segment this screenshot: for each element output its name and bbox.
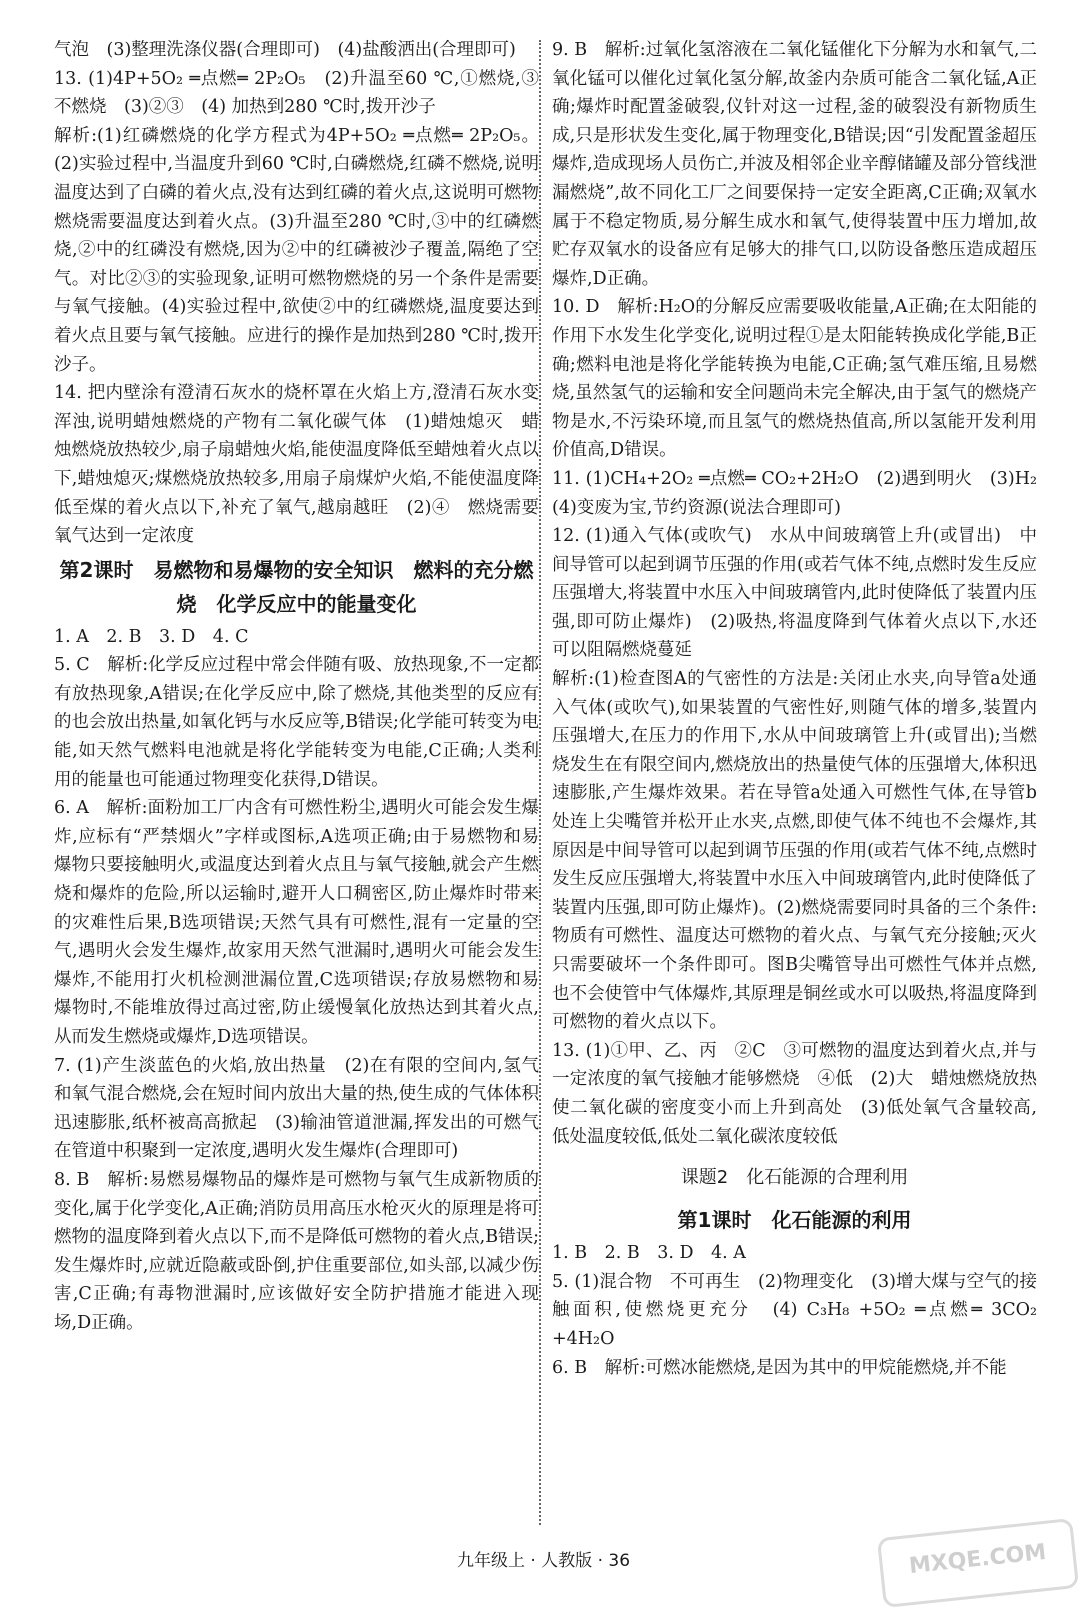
answer-paragraph: 5. C 解析:化学反应过程中常会伴随有吸、放热现象,不一定都有放热现象,A错误;在化学反应中,除了燃烧,其他类型的反应有的也会放出热量,如氧化钙与水反应等,B错误;化学能可转变为电能,如天然气燃料电池就是将化学能转变为电能,C正确;人类利用的能量也可能通过物理变化获得,D错误。 bbox=[54, 655, 539, 790]
answer-paragraph: 7. (1)产生淡蓝色的火焰,放出热量 (2)在有限的空间内,氢气和氧气混合燃烧,会在短时间内放出大量的热,使生成的气体体积迅速膨胀,纸杯被高高掀起 (3)输油管道泄漏,挥发出的可燃气在管道中积聚到一定浓度,遇明火发生爆炸(合理即可) bbox=[54, 1055, 539, 1162]
answer-paragraph: 解析:(1)红磷燃烧的化学方程式为4P+5O₂ ═点燃═ 2P₂O₅。(2)实验过程中,当温度升到60 ℃时,白磷燃烧,红磷不燃烧,说明温度达到了白磷的着火点,没有达到红磷的着火点,这说明可燃物燃烧需要温度达到着火点。(3)升温至280 ℃时,③中的红磷燃烧,②中的红磷没有燃烧,因为②中的红磷被沙子覆盖,隔绝了空气。对比②③的实验现象,证明可燃物燃烧的另一个条件是需要与氧气接触。(4)实验过程中,欲使②中的红磷燃烧,温度要达到着火点且要与氧气接触。应进行的操作是加热到280 ℃时,拨开沙子。 bbox=[54, 125, 539, 375]
answer-paragraph: 14. 把内壁涂有澄清石灰水的烧杯罩在火焰上方,澄清石灰水变浑浊,说明蜡烛燃烧的产物有二氧化碳气体 (1)蜡烛熄灭 蜡烛燃烧放热较少,扇子扇蜡烛火焰,能使温度降低至蜡烛着火点以下,蜡烛熄灭;煤燃烧放热较多,用扇子扇煤炉火焰,不能使温度降低至煤的着火点以下,补充了氧气,越扇越旺 (2)④ 燃烧需要氧气达到一定浓度 bbox=[54, 383, 539, 547]
answer-paragraph: 9. B 解析:过氧化氢溶液在二氧化锰催化下分解为水和氧气,二氧化锰可以催化过氧化氢分解,故釜内杂质可能含二氧化锰,A正确;爆炸时配置釜破裂,仪针对这一过程,釜的破裂没有新物质生成,只是形状发生变化,属于物理变化,B错误;因“引发配置釜超压爆炸,造成现场人员伤亡,并波及相邻企业辛醇储罐及部分管线泄漏燃烧”,故不同化工厂之间要保持一定安全距离,C正确;双氧水属于不稳定物质,易分解生成水和氧气,使得装置中压力增加,故贮存双氧水的设备应有足够大的排气口,以防设备憋压造成超压爆炸,D正确。 bbox=[552, 40, 1037, 289]
answer-paragraph: 13. (1)①甲、乙、丙 ②C ③可燃物的温度达到着火点,并与一定浓度的氧气接触才能够燃烧 ④低 (2)大 蜡烛燃烧放热使二氧化碳的密度变小而上升到高处 (3)低处氧气含量较高,低处温度较低,低处二氧化碳浓度较低 bbox=[552, 1040, 1037, 1147]
answer-paragraph: 12. (1)通入气体(或吹气) 水从中间玻璃管上升(或冒出) 中间导管可以起到调节压强的作用(或若气体不纯,点燃时发生反应压强增大,将装置中水压入中间玻璃管内,此时使降低了装置内压强,即可防止爆炸) (2)吸热,将温度降到气体着火点以下,水还可以阻隔燃烧蔓延 bbox=[552, 526, 1037, 661]
right-column bbox=[552, 36, 1055, 1382]
column-divider bbox=[539, 40, 542, 1525]
watermark-logo: MXQE.COM bbox=[877, 1518, 1079, 1608]
answer-paragraph: 解析:(1)检查图A的气密性的方法是:关闭止水夹,向导管a处通入气体(或吹气),如果装置的气密性好,则随气体的增多,装置内压强增大,在压力的作用下,水从中间玻璃管上升(或冒出);当燃烧发生在有限空间内,燃烧放出的热量使气体的压强增大,体积迅速膨胀,产生爆炸效果。若在导管a处通入可燃性气体,在导管b处连上尖嘴管并松开止水夹,点燃,即使气体不纯也不会爆炸,其原因是中间导管可以起到调节压强的作用(或若气体不纯,点燃时发生反应压强增大,将装置中水压入中间玻璃管内,此时使降低了装置内压强,即可防止爆炸)。(2)燃烧需要同时具备的三个条件:物质有可燃性、温度达可燃物的着火点、与氧气充分接触;灭火只需要破坏一个条件即可。图B尖嘴管导出可燃性气体并点燃,也不会使管中气体爆炸,其原理是铜丝或水可以吸热,将温度降到可燃物的着火点以下。 bbox=[552, 669, 1037, 1033]
answer-paragraph: 8. B 解析:易燃易爆物品的爆炸是可燃物与氧气生成新物质的变化,属于化学变化,A正确;消防员用高压水枪灭火的原理是将可燃物的温度降到着火点以下,而不是降低可燃物的着火点,B错误;发生爆炸时,应就近隐蔽或卧倒,护住重要部位,如头部,以减少伤害,C正确;有毒物泄漏时,应该做好安全防护措施才能进入现场,D正确。 bbox=[54, 1169, 539, 1333]
answer-paragraph: 5. (1)混合物 不可再生 (2)物理变化 (3)增大煤与空气的接触面积,使燃烧更充分 (4) C₃H₈ +5O₂ ═点燃═ 3CO₂ +4H₂O bbox=[552, 1271, 1037, 1349]
section-heading: 第2课时 易燃物和易爆物的安全知识 燃料的充分燃烧 化学反应中的能量变化 bbox=[59, 557, 534, 616]
left-column bbox=[54, 36, 539, 1338]
answer-paragraph: 1. A 2. B 3. D 4. C bbox=[54, 626, 249, 647]
answer-paragraph: 6. B 解析:可燃冰能燃烧,是因为其中的甲烷能燃烧,并不能 bbox=[552, 1357, 1007, 1378]
answer-paragraph: 6. A 解析:面粉加工厂内含有可燃性粉尘,遇明火可能会发生爆炸,应标有“严禁烟火”字样或图标,A选项正确;由于易燃物和易爆物只要接触明火,或温度达到着火点且与氧气接触,就会产生燃烧和爆炸的危险,所以运输时,避开人口稠密区,防止爆炸时带来的灾难性后果,B选项错误;天然气具有可燃性,混有一定量的空气,遇明火会发生爆炸,故家用天然气泄漏时,遇明火可能会发生爆炸,不能用打火机检测泄漏位置,C选项错误;存放易燃物和易爆物时,不能堆放得过高过密,防止缓慢氧化放热达到其着火点,从而发生燃烧或爆炸,D选项错误。 bbox=[54, 798, 539, 1047]
answer-paragraph: 13. (1)4P+5O₂ ═点燃═ 2P₂O₅ (2)升温至60 ℃,①燃烧,③不燃烧 (3)②③ (4) 加热到280 ℃时,拨开沙子 bbox=[54, 68, 539, 118]
section-heading: 第1课时 化石能源的利用 bbox=[677, 1208, 912, 1233]
page-footer: 九年级上 · 人教版 · 36 bbox=[456, 1551, 631, 1571]
answer-paragraph: 10. D 解析:H₂O的分解反应需要吸收能量,A正确;在太阳能的作用下水发生化学变化,说明过程①是太阳能转换成化学能,B正确;燃料电池是将化学能转换为电能,C正确;氢气难压缩,且易燃烧,虽然氢气的运输和安全问题尚未完全解决,由于氢气的燃烧产物是水,不污染环境,而且氢气的燃烧热值高,所以氢能开发利用价值高,D错误。 bbox=[552, 297, 1037, 461]
topic-subtitle: 课题2 化石能源的合理利用 bbox=[680, 1167, 909, 1189]
answer-paragraph: 11. (1)CH₄+2O₂ ═点燃═ CO₂+2H₂O (2)遇到明火 (3)H₂ (4)变废为宝,节约资源(说法合理即可) bbox=[552, 468, 1055, 518]
answer-paragraph: 气泡 (3)整理洗涤仪器(合理即可) (4)盐酸洒出(合理即可) bbox=[54, 40, 516, 60]
answer-paragraph: 1. B 2. B 3. D 4. A bbox=[552, 1243, 746, 1264]
